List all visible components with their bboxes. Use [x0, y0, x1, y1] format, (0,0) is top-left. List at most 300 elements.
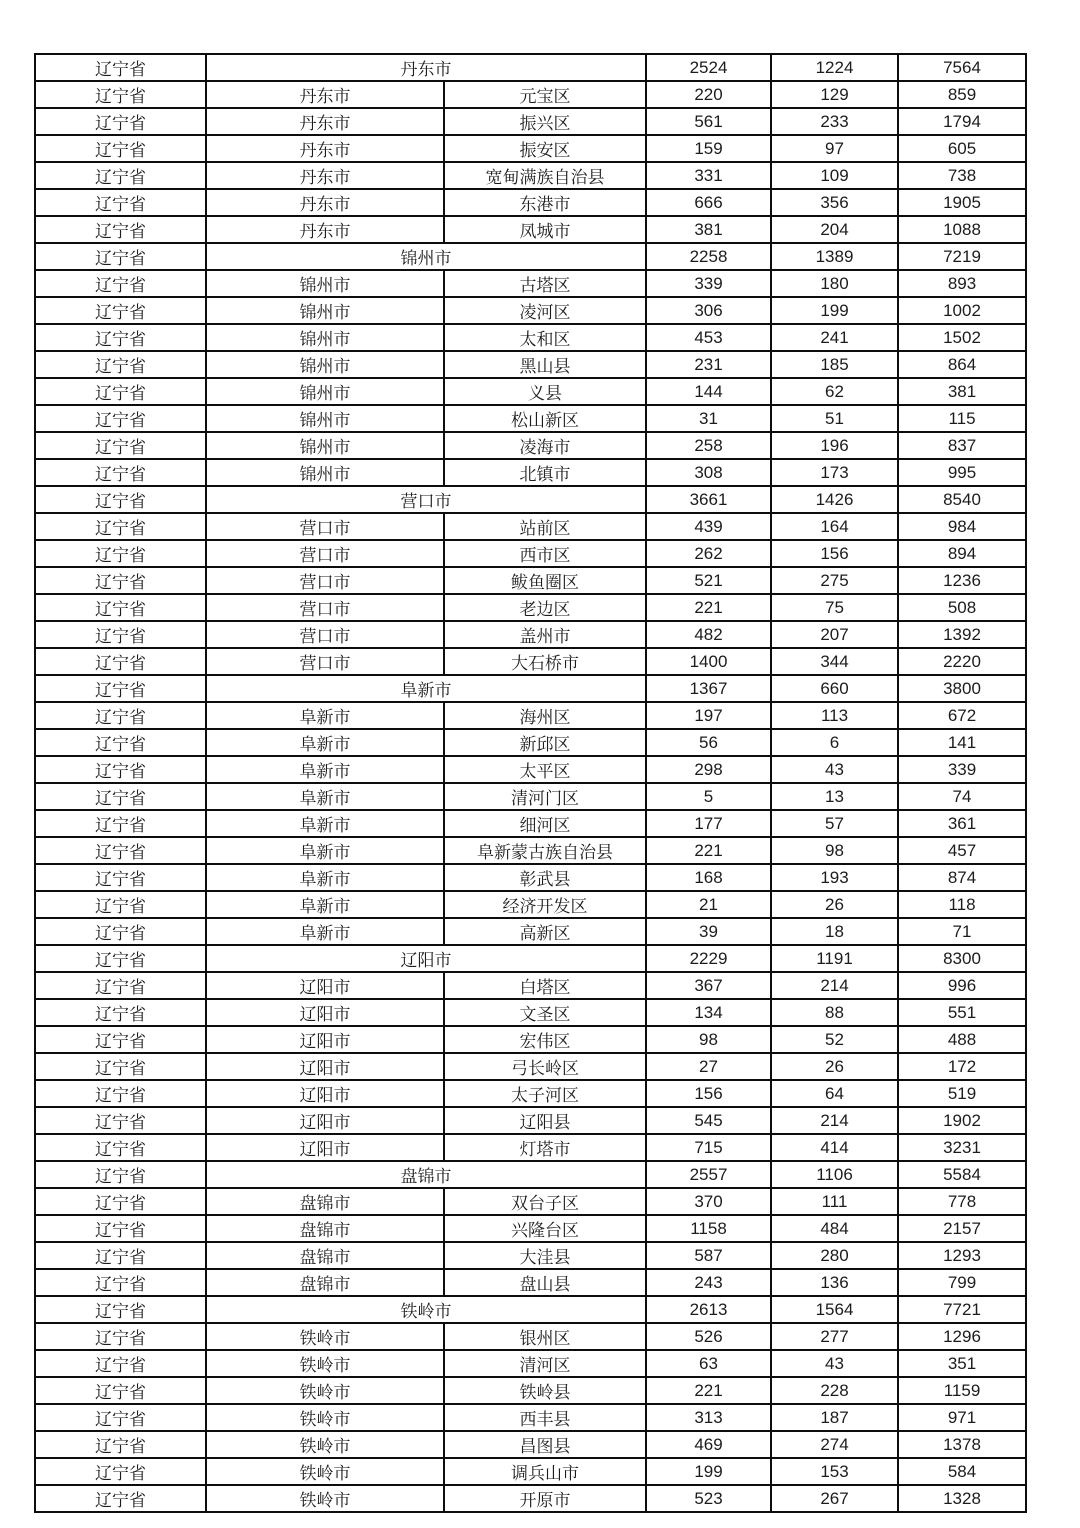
city-cell: 锦州市 — [206, 270, 444, 297]
province-cell: 辽宁省 — [35, 1134, 206, 1161]
value-cell-1: 521 — [646, 567, 771, 594]
value-cell-1: 715 — [646, 1134, 771, 1161]
value-cell-1: 2524 — [646, 54, 771, 81]
value-cell-2: 356 — [771, 189, 898, 216]
value-cell-2: 26 — [771, 891, 898, 918]
city-cell: 辽阳市 — [206, 972, 444, 999]
value-cell-3: 7219 — [898, 243, 1026, 270]
city-cell: 铁岭市 — [206, 1323, 444, 1350]
city-cell: 辽阳市 — [206, 1080, 444, 1107]
value-cell-1: 2557 — [646, 1161, 771, 1188]
value-cell-1: 561 — [646, 108, 771, 135]
value-cell-2: 136 — [771, 1269, 898, 1296]
district-cell: 黑山县 — [444, 351, 646, 378]
value-cell-1: 159 — [646, 135, 771, 162]
value-cell-2: 344 — [771, 648, 898, 675]
city-cell: 营口市 — [206, 540, 444, 567]
value-cell-3: 799 — [898, 1269, 1026, 1296]
province-cell: 辽宁省 — [35, 621, 206, 648]
province-cell: 辽宁省 — [35, 864, 206, 891]
value-cell-1: 526 — [646, 1323, 771, 1350]
province-cell: 辽宁省 — [35, 594, 206, 621]
region-statistics-table — [34, 53, 1027, 1513]
value-cell-1: 258 — [646, 432, 771, 459]
city-cell: 铁岭市 — [206, 1485, 444, 1512]
province-cell: 辽宁省 — [35, 1107, 206, 1134]
district-row — [35, 1377, 1026, 1404]
province-cell: 辽宁省 — [35, 756, 206, 783]
value-cell-3: 996 — [898, 972, 1026, 999]
value-cell-1: 331 — [646, 162, 771, 189]
district-row — [35, 810, 1026, 837]
district-cell: 西市区 — [444, 540, 646, 567]
document-page — [34, 53, 1027, 1513]
city-summary-row — [35, 675, 1026, 702]
city-cell: 丹东市 — [206, 108, 444, 135]
district-row — [35, 189, 1026, 216]
value-cell-2: 97 — [771, 135, 898, 162]
value-cell-1: 98 — [646, 1026, 771, 1053]
value-cell-3: 1328 — [898, 1485, 1026, 1512]
city-cell: 丹东市 — [206, 135, 444, 162]
district-row — [35, 648, 1026, 675]
district-row — [35, 1188, 1026, 1215]
value-cell-1: 2613 — [646, 1296, 771, 1323]
value-cell-1: 1158 — [646, 1215, 771, 1242]
city-cell: 阜新市 — [206, 864, 444, 891]
city-summary-row — [35, 486, 1026, 513]
value-cell-3: 7564 — [898, 54, 1026, 81]
value-cell-2: 129 — [771, 81, 898, 108]
value-cell-3: 7721 — [898, 1296, 1026, 1323]
district-row — [35, 324, 1026, 351]
district-row — [35, 864, 1026, 891]
district-cell: 清河门区 — [444, 783, 646, 810]
city-cell: 阜新市 — [206, 837, 444, 864]
district-row — [35, 351, 1026, 378]
province-cell: 辽宁省 — [35, 945, 206, 972]
value-cell-2: 75 — [771, 594, 898, 621]
value-cell-2: 51 — [771, 405, 898, 432]
value-cell-2: 199 — [771, 297, 898, 324]
city-cell: 锦州市 — [206, 324, 444, 351]
city-cell: 辽阳市 — [206, 1107, 444, 1134]
value-cell-1: 523 — [646, 1485, 771, 1512]
province-cell: 辽宁省 — [35, 162, 206, 189]
value-cell-2: 193 — [771, 864, 898, 891]
city-cell: 铁岭市 — [206, 1296, 646, 1323]
value-cell-1: 587 — [646, 1242, 771, 1269]
province-cell: 辽宁省 — [35, 1215, 206, 1242]
city-cell: 阜新市 — [206, 783, 444, 810]
value-cell-2: 111 — [771, 1188, 898, 1215]
value-cell-2: 180 — [771, 270, 898, 297]
province-cell: 辽宁省 — [35, 1323, 206, 1350]
value-cell-3: 864 — [898, 351, 1026, 378]
district-cell: 昌图县 — [444, 1431, 646, 1458]
value-cell-3: 3231 — [898, 1134, 1026, 1161]
province-cell: 辽宁省 — [35, 540, 206, 567]
district-row — [35, 297, 1026, 324]
value-cell-1: 482 — [646, 621, 771, 648]
value-cell-3: 519 — [898, 1080, 1026, 1107]
province-cell: 辽宁省 — [35, 810, 206, 837]
city-cell: 丹东市 — [206, 54, 646, 81]
value-cell-1: 5 — [646, 783, 771, 810]
province-cell: 辽宁省 — [35, 1350, 206, 1377]
district-cell: 北镇市 — [444, 459, 646, 486]
value-cell-3: 778 — [898, 1188, 1026, 1215]
province-cell: 辽宁省 — [35, 270, 206, 297]
province-cell: 辽宁省 — [35, 1242, 206, 1269]
value-cell-1: 56 — [646, 729, 771, 756]
province-cell: 辽宁省 — [35, 81, 206, 108]
value-cell-1: 156 — [646, 1080, 771, 1107]
district-row — [35, 1026, 1026, 1053]
district-cell: 宽甸满族自治县 — [444, 162, 646, 189]
value-cell-3: 1905 — [898, 189, 1026, 216]
value-cell-2: 1106 — [771, 1161, 898, 1188]
value-cell-3: 1296 — [898, 1323, 1026, 1350]
value-cell-2: 43 — [771, 756, 898, 783]
value-cell-2: 1224 — [771, 54, 898, 81]
value-cell-2: 277 — [771, 1323, 898, 1350]
city-summary-row — [35, 1296, 1026, 1323]
city-cell: 阜新市 — [206, 702, 444, 729]
city-cell: 阜新市 — [206, 810, 444, 837]
district-row — [35, 1242, 1026, 1269]
district-cell: 阜新蒙古族自治县 — [444, 837, 646, 864]
value-cell-2: 267 — [771, 1485, 898, 1512]
value-cell-2: 233 — [771, 108, 898, 135]
district-cell: 凤城市 — [444, 216, 646, 243]
value-cell-2: 26 — [771, 1053, 898, 1080]
province-cell: 辽宁省 — [35, 729, 206, 756]
district-row — [35, 459, 1026, 486]
city-cell: 辽阳市 — [206, 999, 444, 1026]
value-cell-2: 187 — [771, 1404, 898, 1431]
city-cell: 辽阳市 — [206, 1134, 444, 1161]
city-cell: 丹东市 — [206, 189, 444, 216]
value-cell-1: 221 — [646, 837, 771, 864]
district-cell: 凌海市 — [444, 432, 646, 459]
province-cell: 辽宁省 — [35, 972, 206, 999]
value-cell-1: 220 — [646, 81, 771, 108]
value-cell-2: 1389 — [771, 243, 898, 270]
district-cell: 盖州市 — [444, 621, 646, 648]
province-cell: 辽宁省 — [35, 108, 206, 135]
district-row — [35, 540, 1026, 567]
district-cell: 弓长岭区 — [444, 1053, 646, 1080]
value-cell-3: 351 — [898, 1350, 1026, 1377]
value-cell-2: 88 — [771, 999, 898, 1026]
district-cell: 调兵山市 — [444, 1458, 646, 1485]
district-cell: 经济开发区 — [444, 891, 646, 918]
district-row — [35, 729, 1026, 756]
city-cell: 锦州市 — [206, 297, 444, 324]
district-row — [35, 1431, 1026, 1458]
district-row — [35, 270, 1026, 297]
value-cell-3: 1236 — [898, 567, 1026, 594]
city-cell: 营口市 — [206, 513, 444, 540]
value-cell-1: 367 — [646, 972, 771, 999]
district-row — [35, 513, 1026, 540]
value-cell-2: 280 — [771, 1242, 898, 1269]
district-row — [35, 1485, 1026, 1512]
value-cell-3: 339 — [898, 756, 1026, 783]
value-cell-3: 488 — [898, 1026, 1026, 1053]
value-cell-3: 551 — [898, 999, 1026, 1026]
district-cell: 铁岭县 — [444, 1377, 646, 1404]
district-row — [35, 378, 1026, 405]
province-cell: 辽宁省 — [35, 1296, 206, 1323]
district-row — [35, 162, 1026, 189]
value-cell-3: 893 — [898, 270, 1026, 297]
value-cell-1: 27 — [646, 1053, 771, 1080]
district-cell: 清河区 — [444, 1350, 646, 1377]
city-cell: 营口市 — [206, 621, 444, 648]
value-cell-1: 2229 — [646, 945, 771, 972]
district-row — [35, 81, 1026, 108]
value-cell-3: 894 — [898, 540, 1026, 567]
city-cell: 盘锦市 — [206, 1161, 646, 1188]
value-cell-1: 168 — [646, 864, 771, 891]
value-cell-2: 173 — [771, 459, 898, 486]
value-cell-2: 196 — [771, 432, 898, 459]
value-cell-3: 115 — [898, 405, 1026, 432]
district-row — [35, 999, 1026, 1026]
province-cell: 辽宁省 — [35, 675, 206, 702]
value-cell-3: 118 — [898, 891, 1026, 918]
value-cell-3: 995 — [898, 459, 1026, 486]
province-cell: 辽宁省 — [35, 378, 206, 405]
city-cell: 阜新市 — [206, 918, 444, 945]
district-cell: 宏伟区 — [444, 1026, 646, 1053]
value-cell-3: 71 — [898, 918, 1026, 945]
city-cell: 辽阳市 — [206, 945, 646, 972]
value-cell-1: 31 — [646, 405, 771, 432]
city-cell: 丹东市 — [206, 81, 444, 108]
value-cell-1: 221 — [646, 1377, 771, 1404]
value-cell-2: 57 — [771, 810, 898, 837]
province-cell: 辽宁省 — [35, 918, 206, 945]
city-cell: 盘锦市 — [206, 1215, 444, 1242]
district-cell: 辽阳县 — [444, 1107, 646, 1134]
district-row — [35, 216, 1026, 243]
value-cell-3: 457 — [898, 837, 1026, 864]
value-cell-3: 508 — [898, 594, 1026, 621]
city-cell: 营口市 — [206, 648, 444, 675]
value-cell-2: 660 — [771, 675, 898, 702]
value-cell-1: 381 — [646, 216, 771, 243]
value-cell-3: 837 — [898, 432, 1026, 459]
district-row — [35, 567, 1026, 594]
value-cell-1: 298 — [646, 756, 771, 783]
district-row — [35, 783, 1026, 810]
value-cell-1: 1367 — [646, 675, 771, 702]
district-cell: 大洼县 — [444, 1242, 646, 1269]
value-cell-1: 439 — [646, 513, 771, 540]
value-cell-3: 8300 — [898, 945, 1026, 972]
province-cell: 辽宁省 — [35, 1161, 206, 1188]
province-cell: 辽宁省 — [35, 405, 206, 432]
value-cell-3: 584 — [898, 1458, 1026, 1485]
district-cell: 振安区 — [444, 135, 646, 162]
district-row — [35, 1458, 1026, 1485]
province-cell: 辽宁省 — [35, 1458, 206, 1485]
value-cell-2: 62 — [771, 378, 898, 405]
value-cell-2: 414 — [771, 1134, 898, 1161]
district-cell: 振兴区 — [444, 108, 646, 135]
value-cell-1: 306 — [646, 297, 771, 324]
value-cell-3: 859 — [898, 81, 1026, 108]
province-cell: 辽宁省 — [35, 1377, 206, 1404]
value-cell-1: 3661 — [646, 486, 771, 513]
value-cell-1: 2258 — [646, 243, 771, 270]
district-row — [35, 1080, 1026, 1107]
value-cell-3: 672 — [898, 702, 1026, 729]
city-summary-row — [35, 1161, 1026, 1188]
value-cell-3: 605 — [898, 135, 1026, 162]
district-cell: 彰武县 — [444, 864, 646, 891]
province-cell: 辽宁省 — [35, 837, 206, 864]
value-cell-2: 109 — [771, 162, 898, 189]
city-cell: 铁岭市 — [206, 1377, 444, 1404]
value-cell-3: 361 — [898, 810, 1026, 837]
value-cell-3: 381 — [898, 378, 1026, 405]
value-cell-2: 214 — [771, 1107, 898, 1134]
city-cell: 营口市 — [206, 567, 444, 594]
value-cell-1: 469 — [646, 1431, 771, 1458]
value-cell-3: 984 — [898, 513, 1026, 540]
district-cell: 鲅鱼圈区 — [444, 567, 646, 594]
value-cell-1: 243 — [646, 1269, 771, 1296]
province-cell: 辽宁省 — [35, 1080, 206, 1107]
value-cell-3: 1088 — [898, 216, 1026, 243]
district-row — [35, 432, 1026, 459]
province-cell: 辽宁省 — [35, 567, 206, 594]
province-cell: 辽宁省 — [35, 297, 206, 324]
value-cell-1: 453 — [646, 324, 771, 351]
value-cell-1: 231 — [646, 351, 771, 378]
value-cell-3: 1392 — [898, 621, 1026, 648]
city-summary-row — [35, 945, 1026, 972]
value-cell-2: 1426 — [771, 486, 898, 513]
district-cell: 西丰县 — [444, 1404, 646, 1431]
city-cell: 丹东市 — [206, 216, 444, 243]
value-cell-3: 1502 — [898, 324, 1026, 351]
district-row — [35, 135, 1026, 162]
district-cell: 太和区 — [444, 324, 646, 351]
province-cell: 辽宁省 — [35, 135, 206, 162]
district-cell: 海州区 — [444, 702, 646, 729]
value-cell-1: 339 — [646, 270, 771, 297]
value-cell-3: 1002 — [898, 297, 1026, 324]
city-cell: 营口市 — [206, 486, 646, 513]
district-cell: 灯塔市 — [444, 1134, 646, 1161]
district-cell: 双台子区 — [444, 1188, 646, 1215]
city-cell: 辽阳市 — [206, 1053, 444, 1080]
value-cell-1: 39 — [646, 918, 771, 945]
city-cell: 锦州市 — [206, 243, 646, 270]
city-cell: 辽阳市 — [206, 1026, 444, 1053]
value-cell-2: 18 — [771, 918, 898, 945]
district-row — [35, 972, 1026, 999]
district-cell: 东港市 — [444, 189, 646, 216]
district-cell: 凌河区 — [444, 297, 646, 324]
district-row — [35, 108, 1026, 135]
province-cell: 辽宁省 — [35, 1404, 206, 1431]
value-cell-2: 204 — [771, 216, 898, 243]
value-cell-3: 1794 — [898, 108, 1026, 135]
province-cell: 辽宁省 — [35, 1026, 206, 1053]
province-cell: 辽宁省 — [35, 1053, 206, 1080]
city-cell: 盘锦市 — [206, 1242, 444, 1269]
city-cell: 阜新市 — [206, 675, 646, 702]
value-cell-3: 8540 — [898, 486, 1026, 513]
district-cell: 老边区 — [444, 594, 646, 621]
district-cell: 开原市 — [444, 1485, 646, 1512]
province-cell: 辽宁省 — [35, 702, 206, 729]
city-cell: 锦州市 — [206, 378, 444, 405]
value-cell-3: 3800 — [898, 675, 1026, 702]
province-cell: 辽宁省 — [35, 1188, 206, 1215]
province-cell: 辽宁省 — [35, 1269, 206, 1296]
value-cell-1: 313 — [646, 1404, 771, 1431]
province-cell: 辽宁省 — [35, 1431, 206, 1458]
value-cell-1: 197 — [646, 702, 771, 729]
province-cell: 辽宁省 — [35, 1485, 206, 1512]
district-cell: 高新区 — [444, 918, 646, 945]
province-cell: 辽宁省 — [35, 891, 206, 918]
province-cell: 辽宁省 — [35, 459, 206, 486]
province-cell: 辽宁省 — [35, 486, 206, 513]
value-cell-3: 5584 — [898, 1161, 1026, 1188]
value-cell-1: 545 — [646, 1107, 771, 1134]
value-cell-2: 52 — [771, 1026, 898, 1053]
district-row — [35, 891, 1026, 918]
value-cell-3: 738 — [898, 162, 1026, 189]
city-cell: 锦州市 — [206, 432, 444, 459]
district-row — [35, 1053, 1026, 1080]
value-cell-1: 1400 — [646, 648, 771, 675]
value-cell-2: 153 — [771, 1458, 898, 1485]
district-row — [35, 837, 1026, 864]
value-cell-1: 134 — [646, 999, 771, 1026]
value-cell-1: 21 — [646, 891, 771, 918]
city-cell: 铁岭市 — [206, 1458, 444, 1485]
value-cell-1: 144 — [646, 378, 771, 405]
value-cell-3: 971 — [898, 1404, 1026, 1431]
value-cell-2: 6 — [771, 729, 898, 756]
value-cell-1: 370 — [646, 1188, 771, 1215]
district-row — [35, 1323, 1026, 1350]
value-cell-3: 1902 — [898, 1107, 1026, 1134]
district-cell: 白塔区 — [444, 972, 646, 999]
value-cell-2: 228 — [771, 1377, 898, 1404]
city-cell: 丹东市 — [206, 162, 444, 189]
value-cell-3: 874 — [898, 864, 1026, 891]
city-cell: 铁岭市 — [206, 1431, 444, 1458]
district-cell: 古塔区 — [444, 270, 646, 297]
district-row — [35, 594, 1026, 621]
province-cell: 辽宁省 — [35, 243, 206, 270]
province-cell: 辽宁省 — [35, 54, 206, 81]
province-cell: 辽宁省 — [35, 783, 206, 810]
value-cell-2: 13 — [771, 783, 898, 810]
district-row — [35, 1404, 1026, 1431]
district-cell: 大石桥市 — [444, 648, 646, 675]
